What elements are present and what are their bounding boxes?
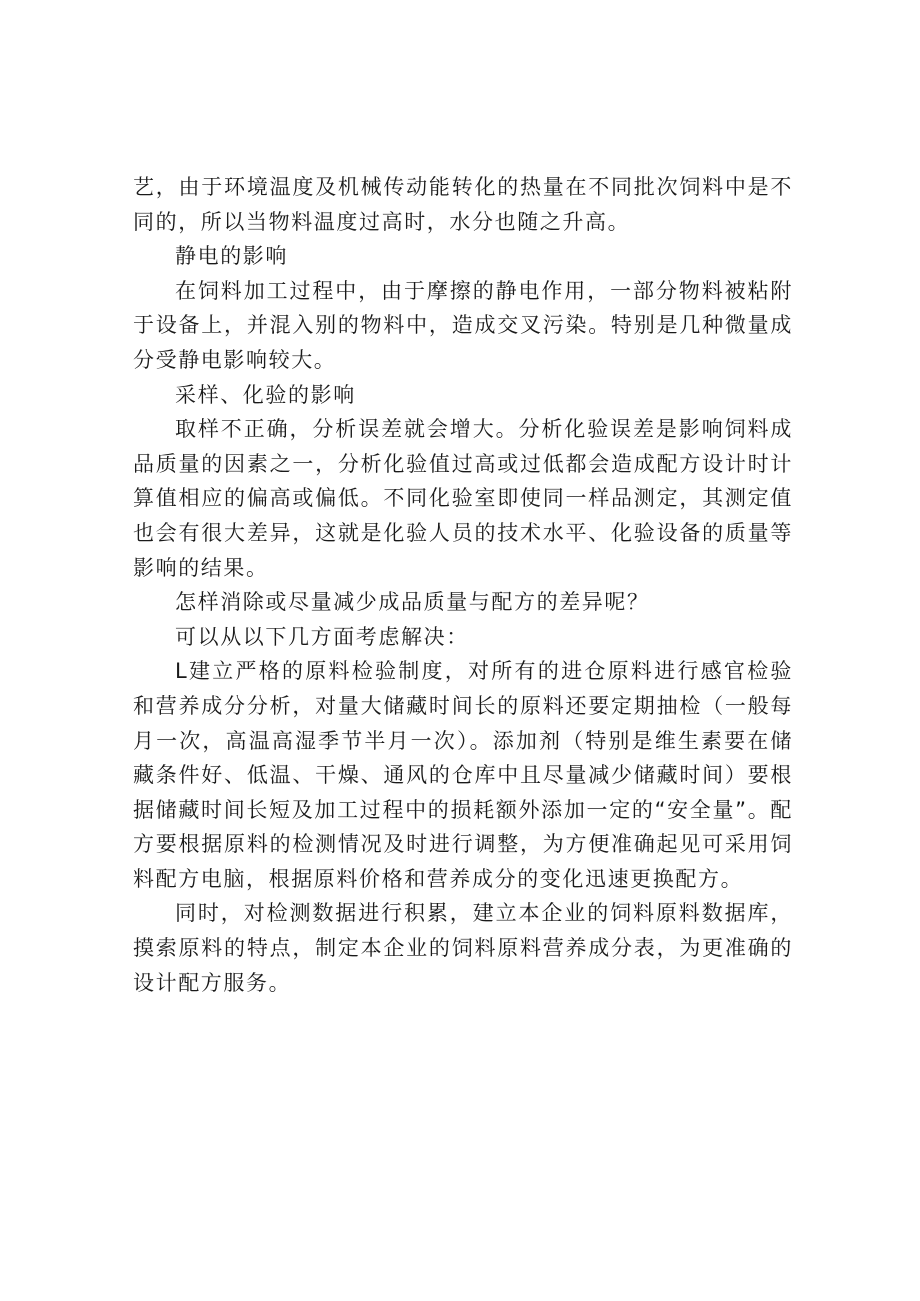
paragraph-inspection-system: L建立严格的原料检验制度，对所有的进仓原料进行感官检验和营养成分分析，对量大储藏时间长的原料还要定期抽检（一般每月一次，高温高湿季节半月一次）。添加剂（特别是维生素要在储藏条件好、低温、干燥、通风的仓库中且尽量减少储藏时间）要根据储藏时间长短及加工过程中的损耗额外添加一定的“安全量”。配方要根据原料的检测情况及时进行调整，为方便准确起见可采用饲料配方电脑，根据原料价格和营养成分的变化迅速更换配方。: [133, 659, 793, 891]
paragraph-sampling: 取样不正确，分析误差就会增大。分析化验误差是影响饲料成品质量的因素之一，分析化验值过高或过低都会造成配方设计时计算值相应的偏高或偏低。不同化验室即使同一样品测定，其测定值也会有很大差异，这就是化验人员的技术水平、化验设备的质量等影响的结果。: [133, 417, 793, 580]
text-column: [133, 170, 793, 1000]
solution-intro: 可以从以下几方面考虑解决：: [175, 624, 469, 649]
section-heading-static-electricity: 静电的影响: [175, 244, 288, 269]
paragraph-database: 同时，对检测数据进行积累，建立本企业的饲料原料数据库，摸索原料的特点，制定本企业的饲料原料营养成分表，为更准确的设计配方服务。: [133, 901, 793, 995]
question-heading: 怎样消除或尽量减少成品质量与配方的差异呢？: [175, 590, 650, 615]
paragraph-static-electricity: 在饲料加工过程中，由于摩擦的静电作用，一部分物料被粘附于设备上，并混入别的物料中，造成交叉污染。特别是几种微量成分受静电影响较大。: [133, 278, 793, 372]
section-heading-sampling: 采样、化验的影响: [175, 382, 356, 407]
paragraph-continuation: 艺，由于环境温度及机械传动能转化的热量在不同批次饲料中是不同的，所以当物料温度过高时，水分也随之升高。: [133, 175, 793, 234]
